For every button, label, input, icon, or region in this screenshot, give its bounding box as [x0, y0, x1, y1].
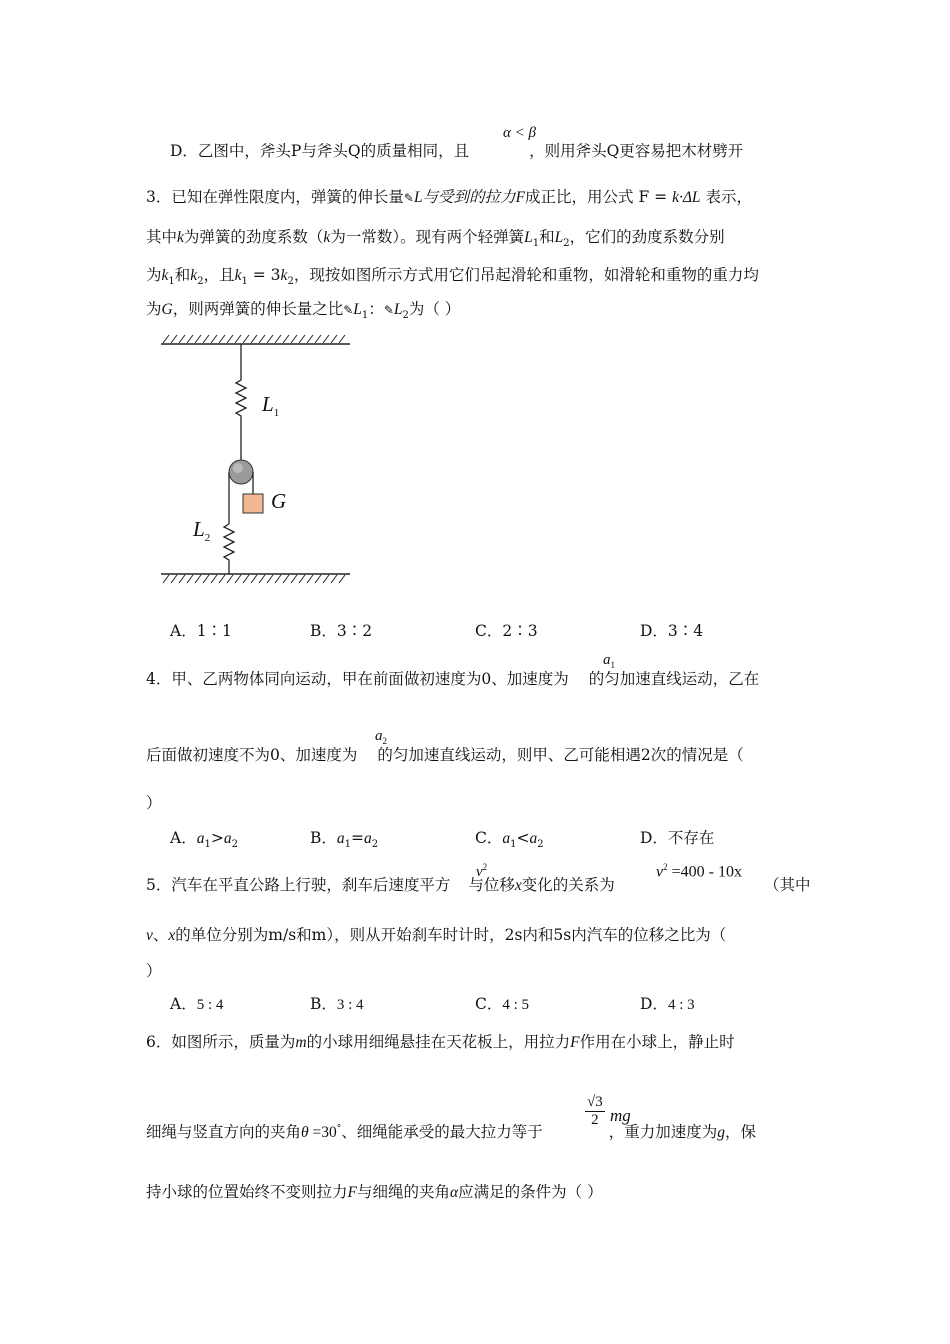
q3-option-b[interactable]: B．3∶2: [310, 622, 373, 640]
q4-text: 的匀加速直线运动，乙在: [588, 670, 760, 688]
q3-text: L与受到的拉力: [413, 189, 516, 206]
q6-text: 、细绳能承受的最大拉力等于: [341, 1123, 543, 1142]
q5-line1-end: （其中: [764, 876, 811, 894]
q3-sub: 1: [241, 276, 248, 288]
q3-sub: 1: [168, 276, 175, 288]
q3-var: k·ΔL: [672, 189, 701, 206]
q6-text: 应满足的条件为（ ）: [458, 1183, 603, 1201]
q3-sub: 1: [532, 238, 540, 250]
q6-var: F: [347, 1184, 357, 1201]
q6-var: α: [450, 1184, 459, 1201]
q3-text: 成正比，用公式 F =: [525, 188, 673, 206]
q5-var: x: [168, 927, 176, 944]
q5-text: 变化的关系为: [521, 876, 615, 894]
q5-option-d[interactable]: D．4 : 3: [640, 995, 695, 1013]
q5-line1: [146, 874, 615, 897]
delta-glyph: ✎: [403, 191, 414, 205]
q3-sub: 1: [361, 310, 369, 322]
q6-fraction: $\frac{√3}{2}$: [587, 1094, 603, 1128]
q3-text: 为（ ）: [408, 300, 461, 318]
q5-option-a[interactable]: A．5 : 4: [170, 995, 224, 1013]
q6-text: 6．如图所示，质量为: [146, 1033, 296, 1051]
q5-text: 的单位分别为m/s和m），则从开始刹车时计时，2s内和5s内汽车的位移之比为（: [175, 926, 727, 944]
q6-line1: [146, 1031, 735, 1054]
q3-var: k: [161, 267, 169, 284]
q4-line1: [146, 668, 759, 690]
floor-hatch: [161, 574, 350, 583]
q5-option-c[interactable]: C．4 : 5: [475, 995, 530, 1013]
q6-var: g: [717, 1124, 726, 1142]
q2d-formula: α < β: [503, 125, 536, 141]
q3-line2: [146, 226, 725, 255]
q3-var: k: [323, 229, 331, 246]
label-l2: $L_2$: [193, 517, 211, 545]
q3-sub: 2: [197, 276, 204, 288]
q3-text: ，现按如图所示方式用它们吊起滑轮和重物，如滑轮和重物的重力均: [293, 266, 759, 284]
q4-text: 的匀加速直线运动，则甲、乙可能相遇2次的情况是（: [377, 746, 744, 764]
q4-option-c[interactable]: C．$a_1<a_2$: [475, 829, 544, 851]
q3-option-d[interactable]: D．3∶4: [640, 622, 704, 640]
q3-var: k: [190, 267, 198, 284]
q6-text: =30: [308, 1124, 337, 1142]
delta-glyph: ✎: [343, 303, 354, 317]
q6-line3: [146, 1181, 603, 1204]
q3-option-a[interactable]: A．1∶1: [170, 622, 232, 640]
q3-var: L: [393, 301, 403, 318]
q6-line2: [146, 1118, 756, 1144]
q3-text: 3．已知在弹性限度内，弹簧的伸长量: [146, 188, 404, 206]
spring-l2: [224, 524, 234, 574]
delta-glyph: ✎: [383, 303, 394, 317]
q3-text: 和: [174, 266, 191, 284]
q4-a1: $a_1$: [603, 652, 615, 670]
q3-text: 为: [146, 266, 162, 284]
q3-var: G: [161, 301, 173, 318]
q6-text: 与细绳的夹角: [356, 1183, 450, 1201]
q3-line4: [146, 298, 460, 327]
q6-mg: mg: [610, 1106, 631, 1125]
q3-sub: 2: [287, 276, 294, 288]
q6-var: F: [570, 1034, 580, 1051]
q3-var: L: [353, 301, 362, 318]
q5-text: 与位移: [468, 876, 515, 894]
q3-text: ，则两弹簧的伸长量之比: [172, 300, 344, 318]
q2-option-d: [170, 140, 743, 162]
q4-a2: $a_2$: [375, 728, 387, 746]
q4-option-a[interactable]: A．$a_1>a_2$: [170, 829, 238, 851]
label-g: G: [271, 489, 287, 513]
q4-text: 后面做初速度不为0、加速度为: [146, 746, 358, 764]
q6-text: ，保: [725, 1123, 757, 1142]
q3-line3: [146, 264, 759, 293]
q6-text: 的小球用细绳悬挂在天花板上，用拉力: [306, 1033, 571, 1051]
q4-line3: ）: [146, 794, 162, 812]
q6-text: 作用在小球上，静止时: [579, 1033, 735, 1051]
q5-text: 、: [152, 926, 169, 944]
q3-text: ：: [368, 300, 384, 318]
q5-equation: $v^2 =400 - 10x$: [656, 862, 742, 881]
q3-sub: 2: [402, 310, 409, 322]
q4-option-d[interactable]: D．不存在: [640, 829, 715, 847]
q5-var: v: [146, 927, 153, 944]
spring-l1: [236, 344, 246, 460]
q3-text: 为: [146, 300, 162, 318]
q5-option-b[interactable]: B．3 : 4: [310, 995, 364, 1013]
q3-var: L: [554, 229, 564, 246]
q3-text: ，且: [203, 266, 235, 284]
q3-var: k: [234, 267, 242, 284]
q3-var: k: [177, 229, 184, 246]
q2d-text: D．乙图中，斧头P与斧头Q的质量相同，且: [170, 142, 470, 160]
q3-text: 和: [539, 228, 555, 246]
q3-line1: [146, 186, 752, 209]
q3-text: = 3: [247, 266, 281, 284]
q5-v2: $v^2$: [476, 862, 488, 880]
q3-var: L: [524, 229, 533, 246]
q3-text: 表示，: [700, 188, 752, 206]
q4-text: 4．甲、乙两物体同向运动，甲在前面做初速度为0、加速度为: [146, 670, 569, 688]
q5-line2: [146, 924, 726, 947]
q3-var: F: [515, 189, 526, 206]
q3-sub: 2: [563, 238, 570, 250]
q3-var: k: [280, 267, 288, 284]
q6-degree: °: [336, 1124, 342, 1134]
q4-line2: [146, 744, 744, 766]
weight-block: [243, 494, 263, 513]
q6-text: 细绳与竖直方向的夹角: [146, 1123, 302, 1142]
q5-line3: ）: [146, 962, 162, 980]
q3-text: 为一常数）。现有两个轻弹簧: [330, 228, 525, 246]
ceiling-hatch: [161, 335, 350, 344]
q3-text: ，它们的劲度系数分别: [569, 228, 725, 246]
q5-text: 5．汽车在平直公路上行驶，刹车后速度平方: [146, 876, 451, 894]
q5-var: x: [514, 877, 522, 894]
q2d-tail: ，则用斧头Q更容易把木材劈开: [529, 142, 744, 160]
spring-pulley-figure: [155, 332, 355, 592]
q6-text: ，重力加速度为: [608, 1123, 718, 1142]
q3-text: 为弹簧的劲度系数（: [183, 228, 324, 246]
label-l1: $L_1$: [262, 392, 280, 420]
q3-text: 其中: [146, 228, 178, 246]
q3-option-c[interactable]: C．2∶3: [475, 622, 538, 640]
q6-var: m: [295, 1034, 307, 1051]
q6-var: θ: [301, 1124, 309, 1142]
q6-text: 持小球的位置始终不变则拉力: [146, 1183, 348, 1201]
q4-option-b[interactable]: B．$a_1=a_2$: [310, 829, 379, 851]
